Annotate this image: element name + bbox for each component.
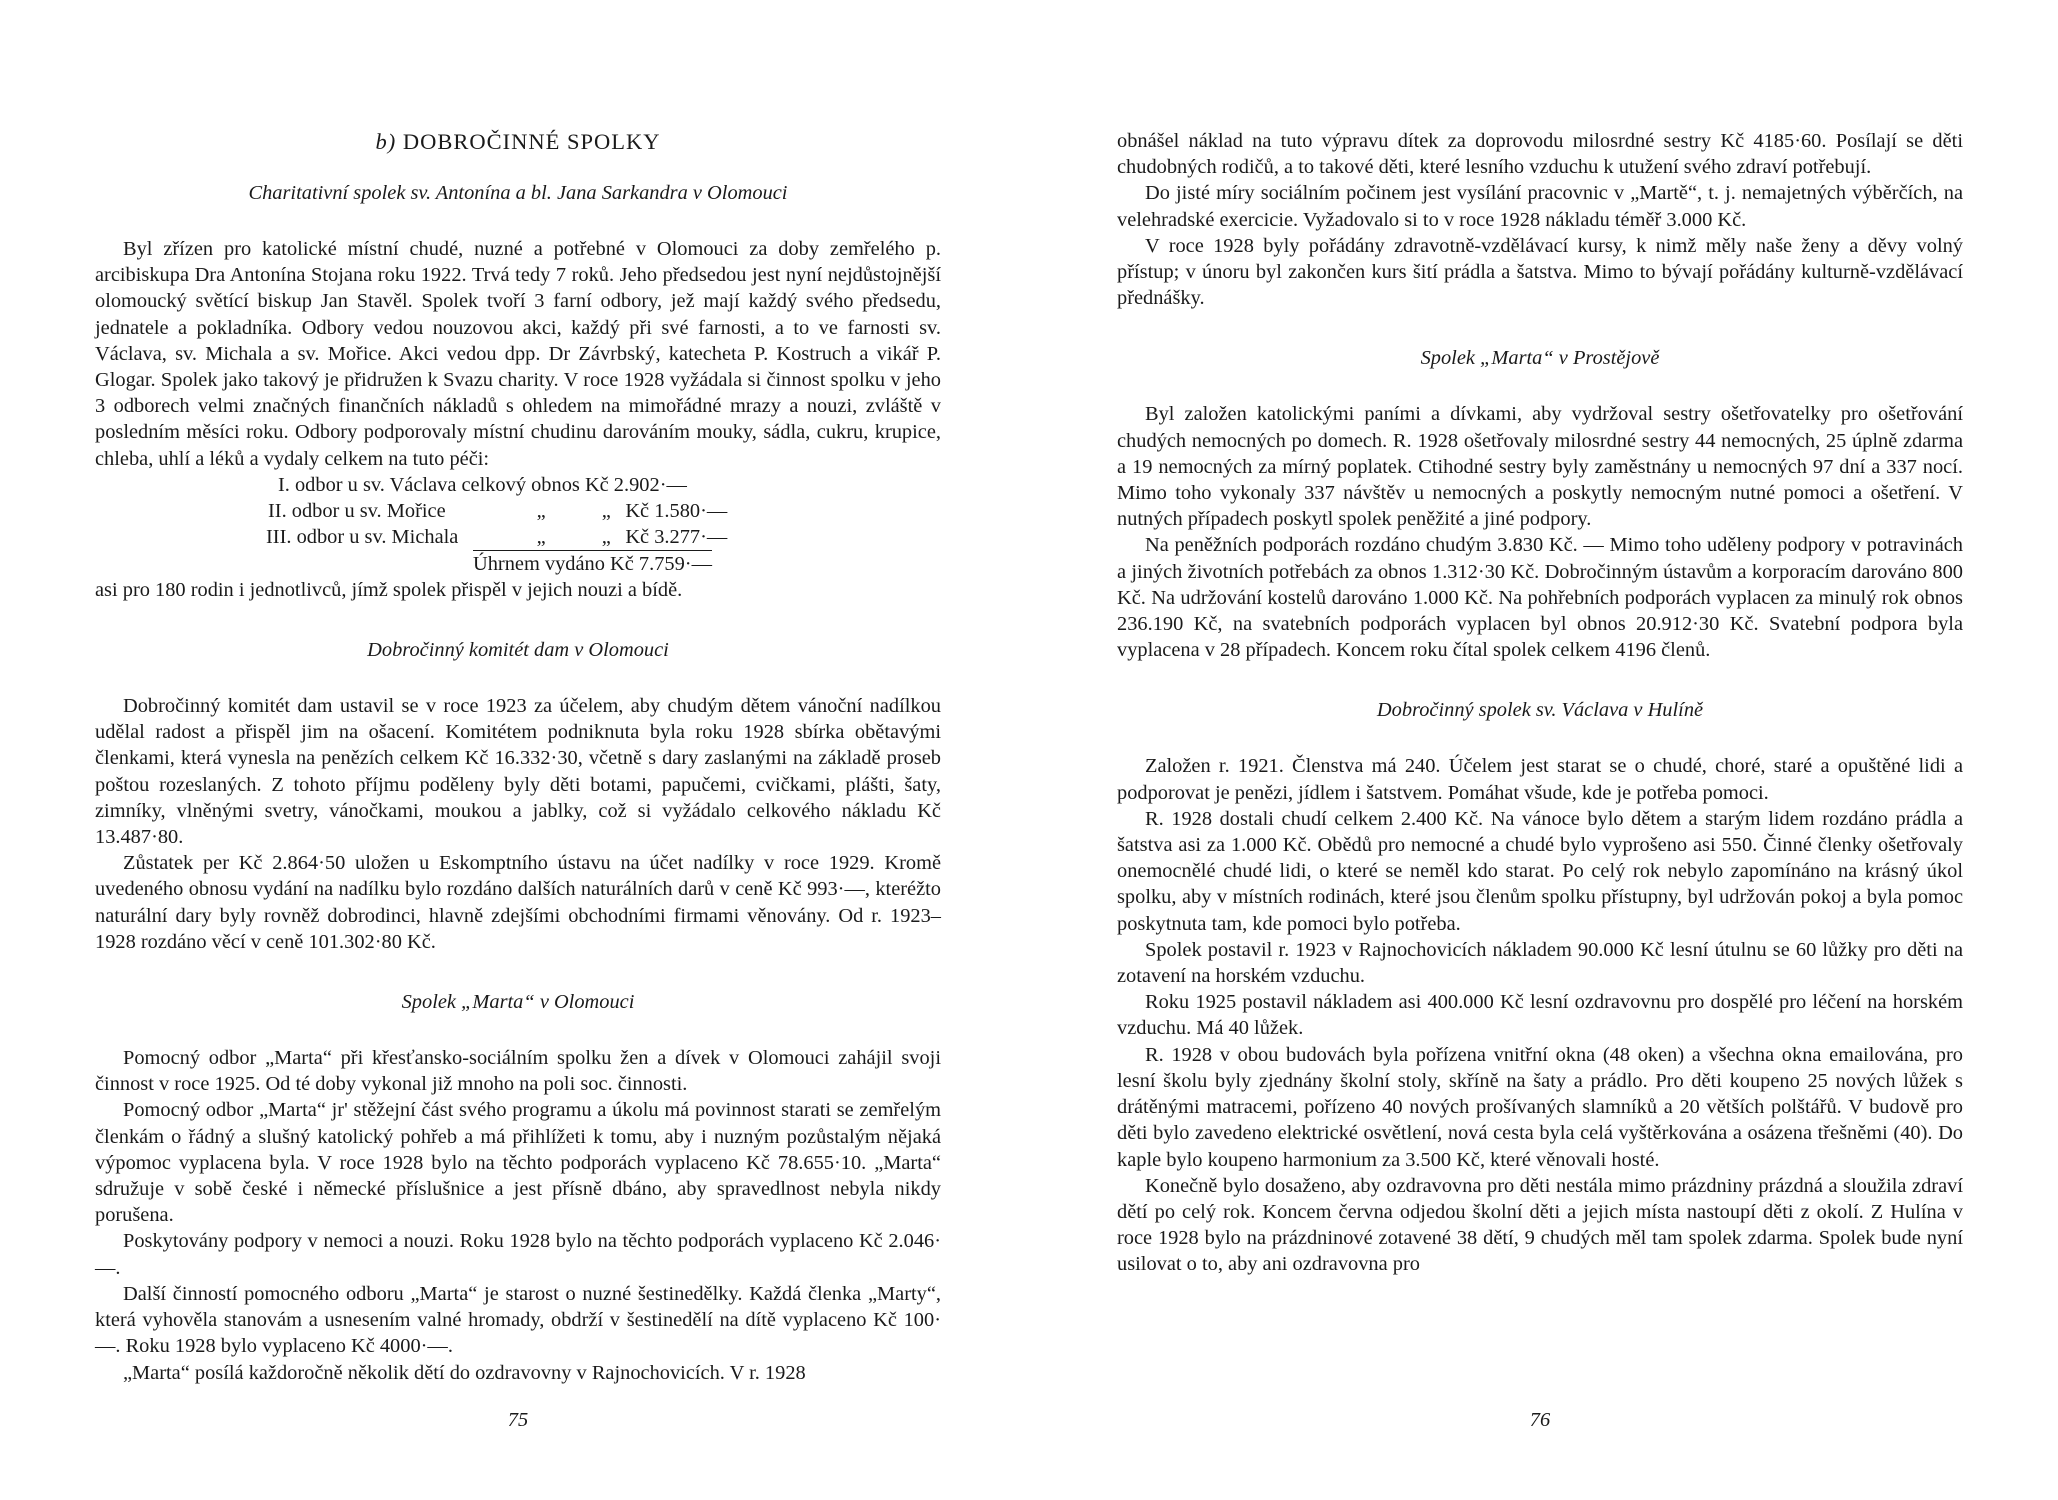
ledger-amount: Kč 2.902·— [584,473,687,496]
paragraph: Pomocný odbor „Marta“ při křesťansko-sociálním spolku žen a dívek v Olomouci zahájil svoji činnost v roce 1925. Od té doby vykonal již mnoho na poli soc. činnosti. [95,1047,941,1096]
heading-charitativni-spolek: Charitativní spolek sv. Antonína a bl. Jana Sarkandra v Olomouci [248,182,788,204]
paragraph: Do jisté míry sociálním počinem jest vysílání pracovnic v „Martě“, t. j. nemajetných výběrčích, na velehradské exercicie. Vyžadovalo si to v roce 1928 nákladu téměř 3.000 Kč. [1117,182,1963,231]
ledger-row [278,472,687,498]
paragraph: R. 1928 dostali chudí celkem 2.400 Kč. Na vánoce bylo dětem a starým lidem rozdáno prádla a šatstva asi za 1.000 Kč. Obědů pro nemocné a chudé bylo vyprošeno asi 550. Činné členky ošetřovaly onemocnělé chudé lidi, o které se neměl kdo starat. Po celý rok nebylo zapomínáno na krásný úkol spolku, aby v místních rodinách, které jsou členům spolku přístupny, byl udržován pokoj a byla pomoc poskytnuta tam, kde pomoci bylo potřeba. [1117,807,1963,935]
ledger-row [268,498,727,524]
heading-spolek-hulin: Dobročinný spolek sv. Václava v Hulíně [1376,699,1704,722]
ledger-ditto: „ [592,524,620,551]
section-marta-prostejov [1117,401,1963,663]
expense-ledger [95,472,941,577]
paragraph: obnášel náklad na tuto výpravu dítek za doprovodu milosrdné sestry Kč 4185·60. Posílají se děti chudobných rodičů, a to takové děti, které lesního vzduchu k utužení svého zdraví potřebují. [1117,130,1963,179]
paragraph: Založen r. 1921. Členstva má 240. Účelem jest starat se o chudé, choré, staré a opuštěné lidi a podporovat je penězi, jídlem i šatstvem. Pomáhat všude, kde je potřeba pomoci. [1117,755,1963,804]
paragraph: asi pro 180 rodin i jednotlivců, jímž spolek přispěl v jejich nouzi a bídě. [95,578,683,601]
ledger-ditto: „ [601,499,611,522]
ledger-amount: Kč 1.580·— [625,499,728,522]
paragraph: Zůstatek per Kč 2.864·50 uložen u Eskomptního ústavu na účet nadílky v roce 1929. Kromě uvedeného obnosu vydání na nadílku bylo rozdáno dalších naturálních darů v ceně Kč 993·—, kteréžto naturální dary byly rovněž dobrodinci, hlavně zdejšími obchodními firmami věnovány. Od r. 1923–1928 rozdáno věcí v ceně 101.302·80 Kč. [95,852,941,953]
paragraph: Dobročinný komitét dam ustavil se v roce 1923 za účelem, aby chudým dětem vánoční nadílkou udělal radost a přispěl jim na ošacení. Komitétem podniknuta byla roku 1928 sbírka obětavými členkami, která vynesla na penězích celkem Kč 16.332·30, včetně s dary zaslanými na základě proseb poštou rozeslaných. Z tohoto příjmu poděleny byly děti botami, papučemi, cvičkami, plášti, šaty, zimníky, vlněnými svetry, vánočkami, moukou a jablky, což si vyžádalo celkového nákladu Kč 13.487·80. [95,695,941,849]
paragraph: R. 1928 v obou budovách byla pořízena vnitřní okna (48 oken) a všechna okna emailována, pro lesní školu byly zjednány školní stoly, skříně na šaty a prádlo. Pro děti koupeno 25 nových lůžek s drátěnými matracemi, pořízeno 40 nových prošívaných slamníků a 20 větších polštářů. V budově pro děti bylo zavedeno elektrické osvětlení, nová cesta byla celá vyštěrkována a osázena třešněmi (40). Do kaple bylo koupeno harmonium za 3.500 Kč, které věnovali hosté. [1117,1043,1963,1171]
paragraph: Spolek postavil r. 1923 v Rajnochovicích nákladem 90.000 Kč lesní útulnu se 60 lůžky pro děti na zotavení na horském vzduchu. [1117,938,1963,988]
ledger-ditto: „ [495,524,587,551]
section-komitet-dam [95,693,941,955]
heading-marta-olomouc: Spolek „Marta“ v Olomouci [401,991,635,1014]
ledger-total: Úhrnem vydáno Kč 7.759·— [473,550,712,577]
heading-marta-prostejov: Spolek „Marta“ v Prostějově [1420,347,1660,370]
section-title-prefix: b) [375,129,397,154]
heading-komitet-dam: Dobročinný komitét dam v Olomouci [367,639,669,662]
paragraph: Byl založen katolickými paními a dívkami, aby vydržoval sestry ošetřovatelky pro ošetřování chudých nemocných po domech. R. 1928 ošetřovaly milosrdné sestry 44 nemocných, 25 úplně zdarma a 19 nemocných za mírný poplatek. Ctihodné sestry byly zaměstnány u nemocných 97 dní a 337 nocí. Mimo toho vykonaly 337 návštěv u nemocných a poskytly nemocným nutné pomoci a ošetření. V nutných případech poskytl spolek peněžité a jiné podpory. [1117,403,1963,531]
section-marta-olomouc-continued [1117,128,1963,311]
ledger-label: II. odbor u sv. Mořice [268,499,446,522]
right-page [1117,0,1963,1500]
paragraph: Konečně bylo dosaženo, aby ozdravovna pro děti nestála mimo prázdniny prázdná a sloužila zdraví dětí po celý rok. Koncem června odjedou školní děti a jejich místa nastoupí děti z okolí. Z Hulína v roce 1928 bylo na prázdninové zotavené 38 dětí, 9 chudých měl tam spolek zdarma. Spolek bude nyní usilovat o to, aby ani ozdravovna pro [1117,1174,1963,1276]
section-marta-olomouc [95,1045,941,1386]
paragraph: Roku 1925 postavil nákladem asi 400.000 Kč lesní ozdravovnu pro dospělé pro léčení na horském vzduchu. Má 40 lůžek. [1117,991,1963,1040]
section-charitativni-spolek-end [95,577,941,603]
section-title-text: DOBROČINNÉ SPOLKY [402,129,661,154]
paragraph: Byl zřízen pro katolické místní chudé, nuzné a potřebné v Olomouci za doby zemřelého p. arcibiskupa Dra Antonína Stojana roku 1922. Trvá tedy 7 roků. Jeho předsedou jest nyní nejdůstojnější olomoucký světící biskup Jan Stavěl. Spolek tvoří 3 farní odbory, jež mají každý svého předsedu, jednatele a pokladníka. Odbory vedou nouzovou akci, každý při své farnosti, a to ve farnosti sv. Václava, sv. Michala a sv. Mořice. Akci vedou dpp. Dr Závrbský, katecheta P. Kostruch a vikář P. Glogar. Spolek jako takový je přidružen k Svazu charity. V roce 1928 vyžádala si činnost spolku v jeho 3 odborech velmi značných finančních nákladů s ohledem na mimořádné mrazy a nouzi, zvláště v posledním měsíci roku. Odbory podporovaly místní chudinu darováním mouky, sádla, cukru, krupice, chleba, uhlí a léků a vydaly celkem na tuto péči: [95,238,941,470]
page-number: 76 [1529,1409,1551,1431]
section-charitativni-spolek [95,236,941,472]
section-spolek-hulin [1117,753,1963,1277]
ledger-row [266,524,727,551]
paragraph: Další činností pomocného odboru „Marta“ je starost o nuzné šestinedělky. Každá členka „Marty“, která vyhověla stanovám a usnesením valné hromady, obdrží v šestinedělí na dítě vyplaceno Kč 100·—. Roku 1928 bylo vyplaceno Kč 4000·—. [95,1282,941,1358]
section-title [95,128,941,156]
ledger-amount: Kč 3.277·— [625,525,728,548]
ledger-label: I. odbor u sv. Václava celkový obnos [278,473,580,496]
paragraph: V roce 1928 byly pořádány zdravotně-vzdělávací kursy, k nimž měly naše ženy a děvy volný přístup; v únoru byl zakončen kurs šití prádla a šatstva. Mimo to bývají pořádány kulturně-vzdělávací přednášky. [1117,234,1963,310]
page-number: 75 [507,1409,529,1431]
left-page [95,0,941,1500]
paragraph: „Marta“ posílá každoročně několik dětí do ozdravovny v Rajnochovicích. V r. 1928 [123,1361,806,1384]
paragraph: Poskytovány podpory v nemoci a nouzi. Roku 1928 bylo na těchto podporách vyplaceno Kč 2.046·—. [95,1230,941,1279]
paragraph: Pomocný odbor „Marta“ jr' stěžejní část svého programu a úkolu má povinnost starati se zemřelým členkám o řádný a slušný katolický pohřeb a má přihlížeti k tomu, aby i nuzným pozůstalým nějaká výpomoc vyplacena byla. V roce 1928 bylo na těchto podporách vyplaceno Kč 78.655·10. „Marta“ sdružuje v sobě české i německé příslušnice a jest přísně dbáno, aby spravedlnost nebyla nikdy porušena. [95,1099,941,1227]
ledger-ditto: „ [536,499,546,522]
paragraph: Na peněžních podporách rozdáno chudým 3.830 Kč. — Mimo toho uděleny podpory v potravinách a jiných životních potřebách za obnos 1.312·30 Kč. Dobročinným ústavům a korporacím darováno 800 Kč. Na udržování kostelů darováno 1.000 Kč. Na pohřebních podporách vyplacen za minulý rok obnos 236.190 Kč, na svatebních podporách vyplacen byl obnos 20.912·30 Kč. Svatební podpora byla vyplacena v 28 případech. Koncem roku čítal spolek celkem 4196 členů. [1117,534,1963,662]
ledger-label: III. odbor u sv. Michala [266,525,459,548]
